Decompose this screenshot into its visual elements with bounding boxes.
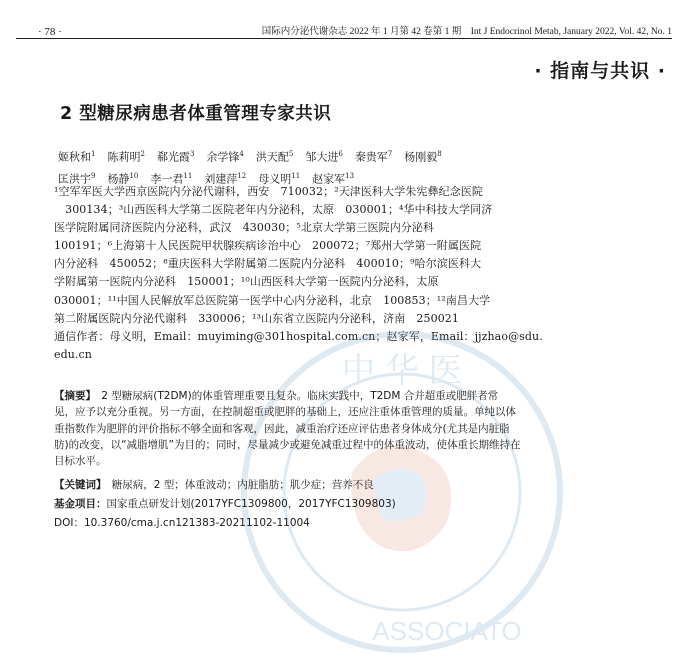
svg-text:中 华 医: 中 华 医: [341, 352, 463, 390]
author-affiliation-marker: 9: [91, 171, 96, 180]
author-name: 匡洪宇: [58, 172, 91, 186]
funding-text: 国家重点研发计划(2017YFC1309800，2017YFC1309803): [106, 498, 396, 510]
affiliation-line: 医学院附属同济医院内分泌科，武汉 430030；⁵北京大学第三医院内分泌科: [54, 221, 435, 235]
abstract-line-5: 目标水平。: [54, 455, 107, 468]
funding-label: 基金项目：: [54, 498, 107, 510]
keywords-label: 【关键词】: [54, 479, 102, 491]
author: [107, 145, 144, 167]
funding: [54, 497, 602, 511]
author-name: 陈莉明: [107, 150, 141, 164]
keywords: [54, 478, 602, 492]
author: [58, 145, 95, 167]
affiliations: [54, 183, 606, 364]
author-name: 邹大进: [305, 150, 339, 164]
doi: DOI：10.3760/cma.j.cn121383-20211102-11004: [54, 517, 310, 529]
affiliation-line: 内分泌科 450052；⁸重庆医科大学附属第二医院内分泌科 400010；⁹哈尔滨医科大: [54, 257, 482, 271]
author-name: 母义明: [258, 172, 292, 186]
abstract: [54, 388, 602, 469]
author-name: 刘建萍: [204, 172, 238, 186]
affiliation-line: ¹空军军医大学西京医院内分泌代谢科，西安 710032；²天津医科大学朱宪彝纪念医院: [54, 185, 484, 198]
author-name: 秦贵军: [354, 150, 388, 164]
keywords-text: 糖尿病，2 型；体重波动；内脏脂肪；肌少症；营养不良: [111, 479, 374, 491]
article-title: 2 型糖尿病患者体重管理专家共识: [60, 104, 332, 124]
author-name: 李一君: [150, 172, 184, 186]
affiliation-line: 300134；³山西医科大学第二医院老年内分泌科，太原 030001；⁴华中科技大学同济: [54, 203, 493, 217]
author-affiliation-marker: 11: [291, 171, 301, 180]
author: [157, 145, 194, 167]
author: [404, 145, 441, 167]
journal-running-title: 国际内分泌代谢杂志 2022 年 1 月第 42 卷第 1 期 Int J Endocrinol Metab, January 2022, Vol. 42, No. 1: [261, 27, 672, 37]
author-affiliation-marker: 3: [189, 150, 195, 158]
author-affiliation-marker: 2: [140, 150, 145, 158]
author-affiliation-marker: 8: [437, 150, 442, 158]
author-name: 姬秋和: [58, 150, 91, 164]
affiliation-line: 100191；⁶上海第十人民医院甲状腺疾病诊治中心 200072；⁷郑州大学第一附属医院: [54, 239, 482, 253]
author: [206, 145, 243, 167]
abstract-line-3: 重指数作为肥胖的评价指标不够全面和客观，因此，减重治疗还应评估患者身体成分(尤其是内脏脂: [54, 422, 510, 435]
abstract-line-1: [54, 388, 602, 404]
author-affiliation-marker: 11: [183, 171, 193, 180]
author-list: [58, 145, 578, 188]
page-number: · 78 ·: [38, 26, 62, 38]
abstract-text: 2 型糖尿病(T2DM)的体重管理重要且复杂。临床实践中，T2DM 合并超重或肥胖者常: [101, 390, 499, 402]
abstract-line-2: 见，应予以充分重视。另一方面，在控制超重或肥胖的基础上，还应注重体重管理的质量。单纯以体: [54, 406, 516, 419]
affiliation-line: 第二附属医院内分泌代谢科 330006；¹³山东省立医院内分泌科，济南 250021: [54, 311, 459, 325]
author-affiliation-marker: 4: [239, 150, 244, 158]
author-affiliation-marker: 5: [288, 150, 294, 158]
author-affiliation-marker: 12: [237, 171, 247, 180]
affiliation-line: edu.cn: [54, 347, 92, 361]
affiliation-line: 030001；¹¹中国人民解放军总医院第一医学中心内分泌科，北京 100853；¹²南昌大学: [54, 293, 491, 307]
author-name: 杨刚毅: [404, 150, 438, 164]
author-row-1: [58, 145, 578, 167]
svg-text:ASSOCIATO: ASSOCIATO: [372, 616, 522, 646]
author-affiliation-marker: 6: [338, 150, 343, 158]
author-affiliation-marker: 1: [91, 150, 96, 158]
author-name: 余学锋: [206, 150, 240, 164]
running-header: [16, 22, 672, 39]
author: [305, 145, 342, 167]
author-affiliation-marker: 7: [387, 150, 393, 158]
author-affiliation-marker: 10: [129, 171, 139, 180]
author-affiliation-marker: 13: [345, 171, 355, 180]
affiliation-line: 通信作者：母义明，Email：muyiming@301hospital.com.cn；赵家军，Email：jjzhao@sdu.: [54, 329, 543, 343]
section-tag: · 指南与共识 ·: [534, 60, 666, 82]
association-seal-watermark: [232, 322, 572, 662]
abstract-line-4: 肪)的改变，以“减脂增肌”为目的；同时，尽量减少或避免减重过程中的体重波动，使体重长期维持在: [54, 438, 521, 451]
affiliation-line: 学附属第一医院内分泌科 150001；¹⁰山西医科大学第一医院内分泌科，太原: [54, 275, 439, 289]
author-name: 洪天配: [255, 150, 289, 164]
author-name: 郗光霞: [156, 150, 190, 164]
abstract-label: 【摘要】: [54, 390, 91, 402]
author: [256, 145, 293, 167]
author-name: 杨静: [107, 172, 130, 186]
author: [355, 145, 392, 167]
author-name: 赵家军: [312, 172, 346, 186]
